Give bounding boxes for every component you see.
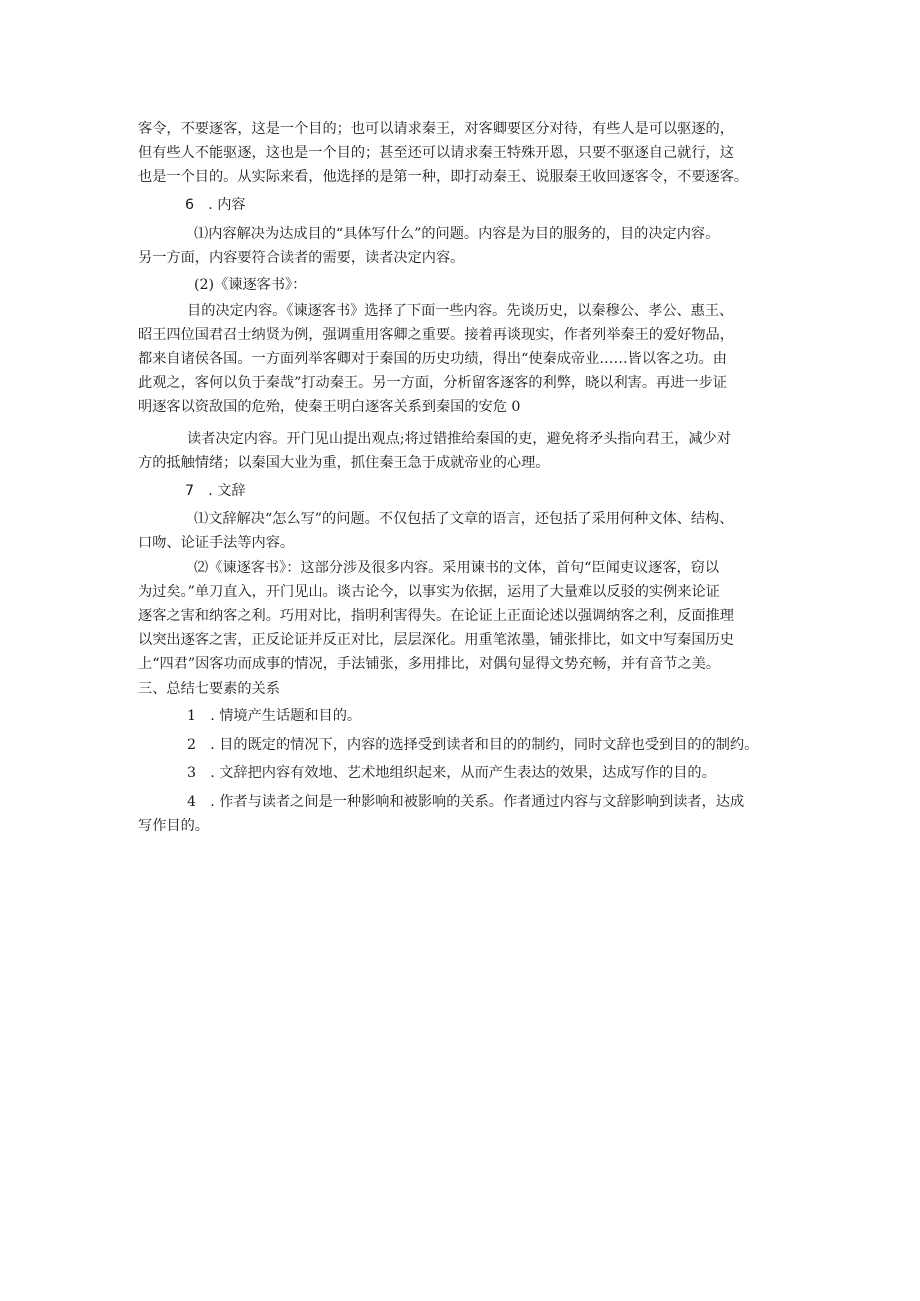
paragraph-6-2-heading: (2)《谏逐客书》： <box>194 277 307 293</box>
summary-item-1: 1 . 情境产生话题和目的。 <box>187 708 362 724</box>
text-line: 上“四君”因客功而成事的情况，手法铺张，多用排比，对偶句显得文势充畅，并有音节之美。 <box>138 656 721 672</box>
heading-6-content: 6 . 内容 <box>185 197 246 213</box>
text-line: 写作目的。 <box>138 818 209 834</box>
text-line: 目的决定内容。《谏逐客书》选择了下面一些内容。先谈历史，以秦穆公、孝公、惠王、 <box>187 303 734 319</box>
text-line: ⑴文辞解决“怎么写”的问题。不仅包括了文章的语言，还包括了采用何种文体、结构、 <box>194 511 734 527</box>
text-line: 此观之，客何以负于秦哉”打动秦王。另一方面，分析留客逐客的利弊，晓以利害。再进一步证 <box>138 375 727 391</box>
text-line: 但有些人不能驱逐，这也是一个目的；甚至还可以请求秦王特殊开恩，只要不驱逐自己就行，这 <box>138 145 734 161</box>
heading-7-rhetoric: 7 . 文辞 <box>185 483 246 499</box>
summary-item-2: 2 . 目的既定的情况下，内容的选择受到读者和目的的制约，同时文辞也受到目的的制约。 <box>187 737 759 753</box>
text-line: 昭王四位国君召士纳贤为例，强调重用客卿之重要。接着再谈现实，作者列举秦王的爱好物品， <box>138 327 734 343</box>
text-line: 明逐客以资敌国的危殆，使秦王明白逐客关系到秦国的安危 0 <box>138 399 521 415</box>
text-line: ⑵《谏逐客书》：这部分涉及很多内容。采用谏书的文体，首句“臣闻吏议逐客，窃以 <box>194 560 720 576</box>
text-line: 方的抵触情绪；以秦国大业为重，抓住秦王急于成就帝业的心理。 <box>138 455 550 471</box>
text-line: 读者决定内容。开门见山提出观点;将过错推给秦国的吏，避免将矛头指向君王，减少对 <box>187 431 731 447</box>
text-line: 客令，不要逐客，这是一个目的；也可以请求秦王，对客卿要区分对待，有些人是可以驱逐的， <box>138 121 734 137</box>
text-line: 以突出逐客之害，正反论证并反正对比，层层深化。用重笔浓墨，铺张排比，如文中写秦国历史 <box>138 632 734 648</box>
text-line: 也是一个目的。从实际来看，他选择的是第一种，即打动秦王、说服秦王收回逐客令，不要逐客。 <box>138 169 749 185</box>
summary-item-3: 3 . 文辞把内容有效地、艺术地组织起来，从而产生表达的效果，达成写作的目的。 <box>187 765 716 781</box>
text-line: 为过矣。”单刀直入，开门见山。谈古论今，以事实为依据，运用了大量难以反驳的实例来论证 <box>138 584 720 600</box>
text-line: 逐客之害和纳客之利。巧用对比，指明利害得失。在论证上正面论述以强调纳客之利，反面推理 <box>138 608 734 624</box>
text-line: 都来自诸侯各国。一方面列举客卿对于秦国的历史功绩，得出“使秦成帝业……皆以客之功。由 <box>138 351 727 367</box>
text-line: ⑴内容解决为达成目的“具体写什么”的问题。内容是为目的服务的，目的决定内容。 <box>194 226 720 242</box>
text-line: 口吻、论证手法等内容。 <box>138 535 295 551</box>
text-line: 另一方面，内容要符合读者的需要，读者决定内容。 <box>138 250 465 266</box>
text-line: 4 . 作者与读者之间是一种影响和被影响的关系。作者通过内容与文辞影响到读者，达成 <box>187 794 745 810</box>
section-3-heading: 三、总结七要素的关系 <box>138 681 280 697</box>
